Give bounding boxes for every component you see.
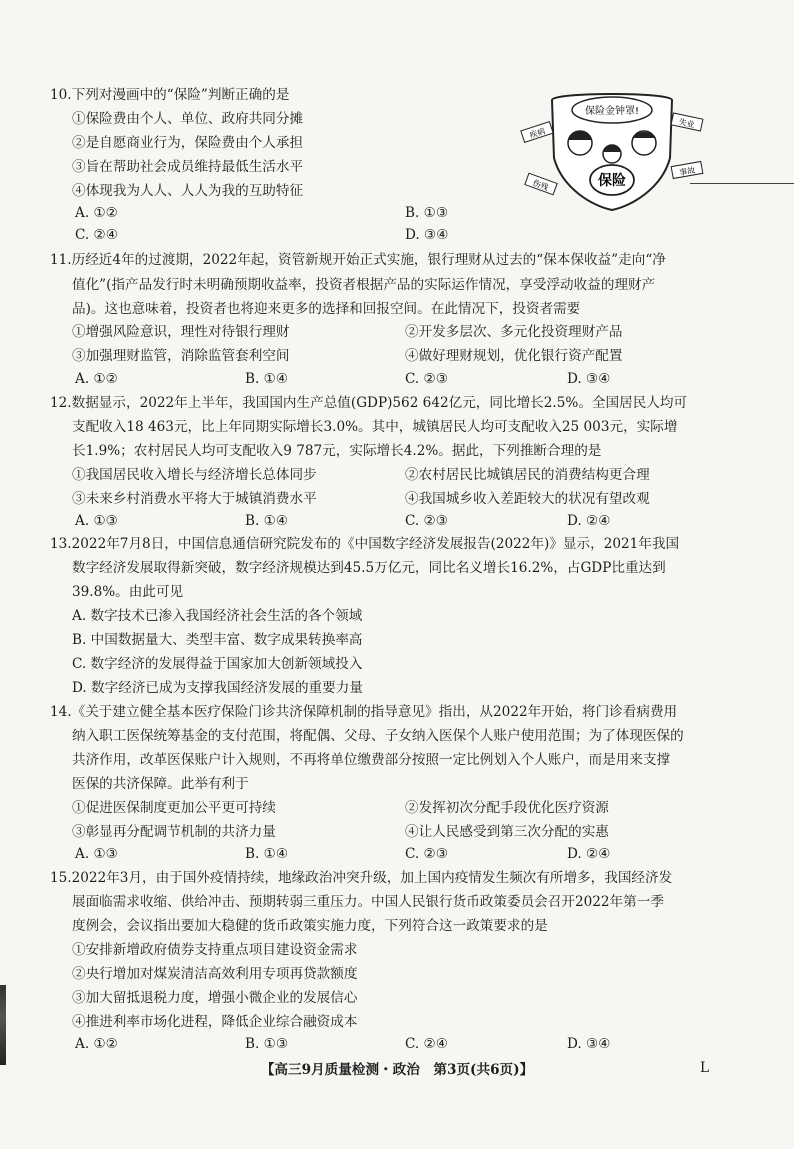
- q11-stem-line-1: 11.历经近4年的过渡期，2022年起，资管新规开始正式实施，银行理财从过去的“保本保收益”走向“净: [50, 252, 666, 268]
- q10-option-4: ④体现我为人人、人人为我的互助特征: [72, 183, 304, 199]
- q11-option-2: ②开发多层次、多元化投资理财产品: [405, 324, 623, 340]
- q13-stem-line-1: 13.2022年7月8日，中国信息通信研究院发布的《中国数字经济发展报告(2022年)》显示，2021年我国: [50, 536, 680, 552]
- arrow-accident-icon: [671, 161, 703, 178]
- q15-stem-line-2: 展面临需求收缩、供给冲击、预期转弱三重压力。中国人民银行货币政策委员会召开2022年第一季: [72, 894, 664, 910]
- arrow-disease-icon: [521, 122, 553, 143]
- q14-option-3: ③彰显再分配调节机制的共济力量: [72, 824, 276, 840]
- q11-answer-a: A. ①②: [75, 371, 118, 387]
- q14-stem-line-3: 共济作用，改革医保账户计入规则，不再将单位缴费部分按照一定比例划入个人账户，而是用来支撑: [72, 752, 671, 768]
- q11-stem-line-2: 值化”(指产品发行时未明确预期收益率，投资者根据产品的实际运作情况，享受浮动收益的理财产: [72, 277, 656, 293]
- q10-option-2: ②是自愿商业行为，保险费由个人承担: [72, 135, 304, 151]
- q14-answer-b: B. ①④: [245, 846, 289, 862]
- q14-stem-line-2: 纳入职工医保统筹基金的支付范围，将配偶、父母、子女纳入医保个人账户使用范围；为了体现医保的: [72, 728, 684, 744]
- q15-answer-c: C. ②④: [405, 1036, 448, 1052]
- q14-stem-line-4: 医保的共济保障。此举有利于: [72, 776, 249, 792]
- scan-edge-mark: [0, 985, 6, 1065]
- q12-answer-c: C. ②③: [405, 513, 448, 529]
- q15-option-3: ③加大留抵退税力度，增强小微企业的发展信心: [72, 990, 358, 1006]
- q13-stem-line-2: 数字经济发展取得新突破，数字经济规模达到45.5万亿元，同比名义增长16.2%，占GDP比重达到: [72, 560, 666, 576]
- q11-option-1: ①增强风险意识，理性对待银行理财: [72, 324, 290, 340]
- q12-stem-line-3: 长1.9%；农村居民人均可支配收入9 787元，实际增长4.2%。据此，下列推断合理的是: [72, 443, 602, 459]
- q15-option-2: ②央行增加对煤炭清洁高效利用专项再贷款额度: [72, 966, 358, 982]
- q14-option-1: ①促进医保制度更加公平更可持续: [72, 800, 276, 816]
- q10-stem: 10.下列对漫画中的“保险”判断正确的是: [50, 87, 290, 103]
- q10-answer-b: B. ①③: [405, 205, 449, 221]
- q15-answer-a: A. ①②: [75, 1036, 118, 1052]
- q12-stem-line-2: 支配收入18 463元，比上年同期实际增长3.0%。其中，城镇居民人均可支配收入25 003元，实际增: [72, 419, 678, 435]
- q11-answer-b: B. ①④: [245, 371, 289, 387]
- q11-option-4: ④做好理财规划，优化银行资产配置: [405, 348, 623, 364]
- q12-option-3: ③未来乡村消费水平将大于城镇消费水平: [72, 491, 317, 507]
- q14-stem-line-1: 14.《关于建立健全基本医疗保险门诊共济保障机制的指导意见》指出，从2022年开始，将门诊看病费用: [50, 704, 678, 720]
- q12-answer-d: D. ②④: [567, 513, 611, 529]
- q15-answer-b: B. ①③: [245, 1036, 289, 1052]
- cartoon-label-3: 伤残: [531, 178, 550, 193]
- q10-answer-c: C. ②④: [75, 227, 118, 243]
- arrow-unemployment-icon: [671, 113, 703, 131]
- q12-option-4: ④我国城乡收入差距较大的状况有望改观: [405, 491, 650, 507]
- q12-option-1: ①我国居民收入增长与经济增长总体同步: [72, 467, 317, 483]
- cartoon-bubble-text: 保险金钟罩!: [584, 106, 640, 117]
- q14-answer-c: C. ②③: [405, 846, 448, 862]
- scan-edge-line: [690, 183, 794, 184]
- q10-answer-d: D. ③④: [405, 227, 449, 243]
- q15-stem-line-3: 度例会，会议指出要加大稳健的货币政策实施力度，下列符合这一政策要求的是: [72, 918, 548, 934]
- cartoon-label-4: 事故: [678, 165, 696, 178]
- q13-choice-a: A. 数字技术已渗入我国经济社会生活的各个领域: [72, 608, 363, 624]
- q15-option-4: ④推进利率市场化进程，降低企业综合融资成本: [72, 1014, 358, 1030]
- q12-stem-line-1: 12.数据显示，2022年上半年，我国国内生产总值(GDP)562 642亿元，同比增长2.5%。全国居民人均可: [50, 395, 688, 411]
- q15-answer-d: D. ③④: [567, 1036, 611, 1052]
- q12-option-2: ②农村居民比城镇居民的消费结构更合理: [405, 467, 650, 483]
- footer-version-mark: L: [700, 1060, 710, 1076]
- q15-option-1: ①安排新增政府债券支持重点项目建设资金需求: [72, 942, 358, 958]
- q11-answer-d: D. ③④: [567, 371, 611, 387]
- q13-choice-c: C. 数字经济的发展得益于国家加大创新领域投入: [72, 656, 363, 672]
- q11-stem-line-3: 品)。这也意味着，投资者也将迎来更多的选择和回报空间。在此情况下，投资者需要: [72, 301, 581, 317]
- q10-answer-a: A. ①②: [75, 205, 118, 221]
- q14-answer-d: D. ②④: [567, 846, 611, 862]
- q13-choice-d: D. 数字经济已成为支撑我国经济发展的重要力量: [72, 680, 363, 696]
- insurance-cartoon: [512, 88, 708, 213]
- q11-option-3: ③加强理财监管，消除监管套利空间: [72, 348, 290, 364]
- q11-answer-c: C. ②③: [405, 371, 448, 387]
- cartoon-shield-text: 保险: [598, 173, 626, 189]
- q14-option-4: ④让人民感受到第三次分配的实惠: [405, 824, 609, 840]
- q10-option-3: ③旨在帮助社会成员维持最低生活水平: [72, 159, 304, 175]
- q15-stem-line-1: 15.2022年3月，由于国外疫情持续，地缘政治冲突升级，加上国内疫情发生频次有所增多，我国经济发: [50, 870, 673, 886]
- q12-answer-a: A. ①③: [75, 513, 118, 529]
- cartoon-label-2: 失业: [677, 117, 696, 130]
- cartoon-label-1: 疾病: [528, 126, 547, 141]
- q14-answer-a: A. ①③: [75, 846, 118, 862]
- q10-option-1: ①保险费由个人、单位、政府共同分摊: [72, 111, 304, 127]
- q14-option-2: ②发挥初次分配手段优化医疗资源: [405, 800, 609, 816]
- q13-stem-line-3: 39.8%。由此可见: [72, 584, 184, 600]
- q12-answer-b: B. ①④: [245, 513, 289, 529]
- page-footer: 【高三9月质量检测・政治 第3页(共6页)】: [260, 1062, 534, 1078]
- arrow-disability-icon: [525, 173, 557, 195]
- q13-choice-b: B. 中国数据量大、类型丰富、数字成果转换率高: [72, 632, 363, 648]
